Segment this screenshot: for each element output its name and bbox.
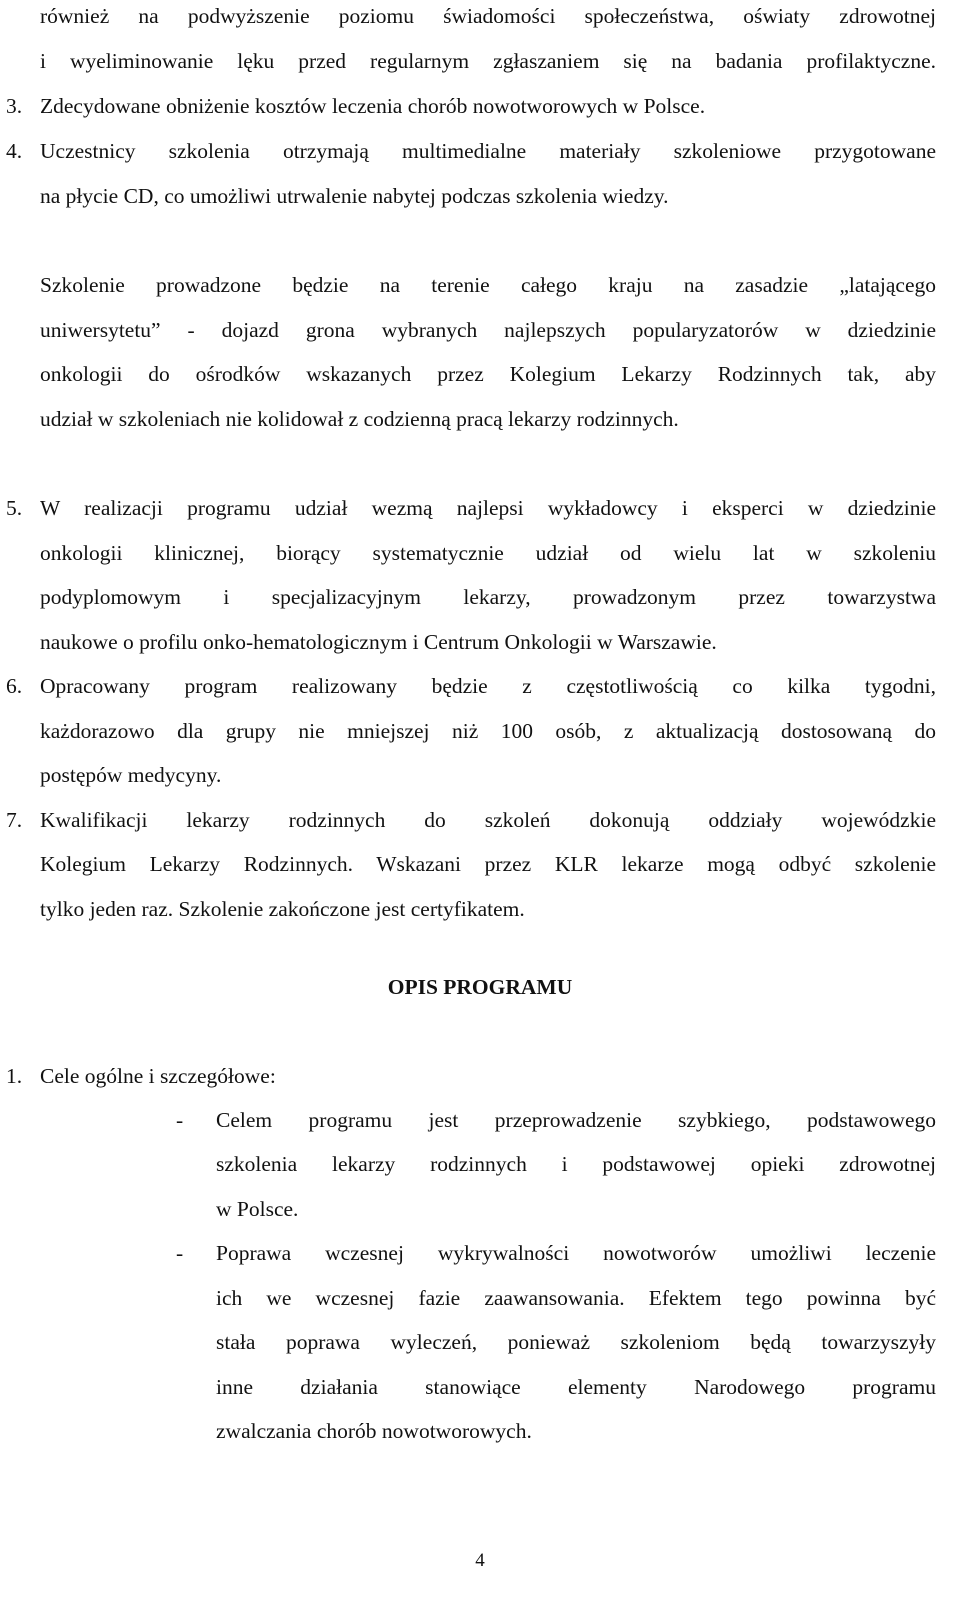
list-item-text: podyplomowym i specjalizacyjnym lekarzy, prowadzonym przez towarzystwa	[40, 585, 936, 609]
list-item-text: Kolegium Lekarzy Rodzinnych. Wskazani przez KLR lekarze mogą odbyć szkolenie	[40, 852, 936, 876]
list-item-text: Zdecydowane obniżenie kosztów leczenia chorób nowotworowych w Polsce.	[40, 94, 706, 118]
bullet-text: Celem programu jest przeprowadzenie szybkiego, podstawowego	[216, 1108, 936, 1132]
list-item-text: Opracowany program realizowany będzie z częstotliwością co kilka tygodni,	[40, 674, 936, 698]
paragraph-line: Szkolenie prowadzone będzie na terenie całego kraju na zasadzie „latającego	[40, 273, 936, 297]
bullet-text: Poprawa wczesnej wykrywalności nowotworów umożliwi leczenie	[216, 1241, 936, 1265]
list-item-text: tylko jeden raz. Szkolenie zakończone jest certyfikatem.	[40, 897, 525, 921]
bullet-text: inne działania stanowiące elementy Narodowego programu	[216, 1375, 936, 1399]
bullet-text: stała poprawa wyleczeń, ponieważ szkoleniom będą towarzyszyły	[216, 1330, 936, 1354]
list-number: 5.	[6, 496, 23, 520]
intro-line: i wyeliminowanie lęku przed regularnym zgłaszaniem się na badania profilaktyczne.	[40, 49, 936, 73]
list-item-text: W realizacji programu udział wezmą najlepsi wykładowcy i eksperci w dziedzinie	[40, 496, 936, 520]
bullet-text: szkolenia lekarzy rodzinnych i podstawowej opieki zdrowotnej	[216, 1152, 936, 1176]
list-item-text: naukowe o profilu onko-hematologicznym i Centrum Onkologii w Warszawie.	[40, 630, 717, 654]
list-item-text: każdorazowo dla grupy nie mniejszej niż 100 osób, z aktualizacją dostosowaną do	[40, 719, 936, 743]
goals-heading: Cele ogólne i szczegółowe:	[40, 1064, 276, 1088]
list-item-text: Kwalifikacji lekarzy rodzinnych do szkoleń dokonują oddziały wojewódzkie	[40, 808, 936, 832]
bullet-text: zwalczania chorób nowotworowych.	[216, 1419, 532, 1443]
paragraph-line: udział w szkoleniach nie kolidował z codzienną pracą lekarzy rodzinnych.	[40, 407, 679, 431]
section-title: OPIS PROGRAMU	[387, 975, 573, 999]
list-number: 6.	[6, 674, 23, 698]
list-number: 7.	[6, 808, 23, 832]
page-number: 4	[475, 1550, 485, 1571]
bullet-text: w Polsce.	[216, 1197, 299, 1221]
intro-line: również na podwyższenie poziomu świadomości społeczeństwa, oświaty zdrowotnej	[40, 4, 936, 28]
paragraph-line: onkologii do ośrodków wskazanych przez Kolegium Lekarzy Rodzinnych tak, aby	[40, 362, 936, 386]
list-item-text: onkologii klinicznej, biorący systematycznie udział od wielu lat w szkoleniu	[40, 541, 936, 565]
list-item-text: Uczestnicy szkolenia otrzymają multimedialne materiały szkoleniowe przygotowane	[40, 139, 936, 163]
paragraph-line: uniwersytetu” - dojazd grona wybranych najlepszych popularyzatorów w dziedzinie	[40, 318, 936, 342]
list-number: 3.	[6, 94, 23, 118]
bullet-dash: -	[176, 1241, 184, 1265]
bullet-text: ich we wczesnej fazie zaawansowania. Efektem tego powinna być	[216, 1286, 936, 1310]
list-item-text: na płycie CD, co umożliwi utrwalenie nabytej podczas szkolenia wiedzy.	[40, 184, 669, 208]
list-item-text: postępów medycyny.	[40, 763, 222, 787]
list-number: 1.	[6, 1064, 23, 1088]
list-number: 4.	[6, 139, 23, 163]
bullet-dash: -	[176, 1108, 184, 1132]
